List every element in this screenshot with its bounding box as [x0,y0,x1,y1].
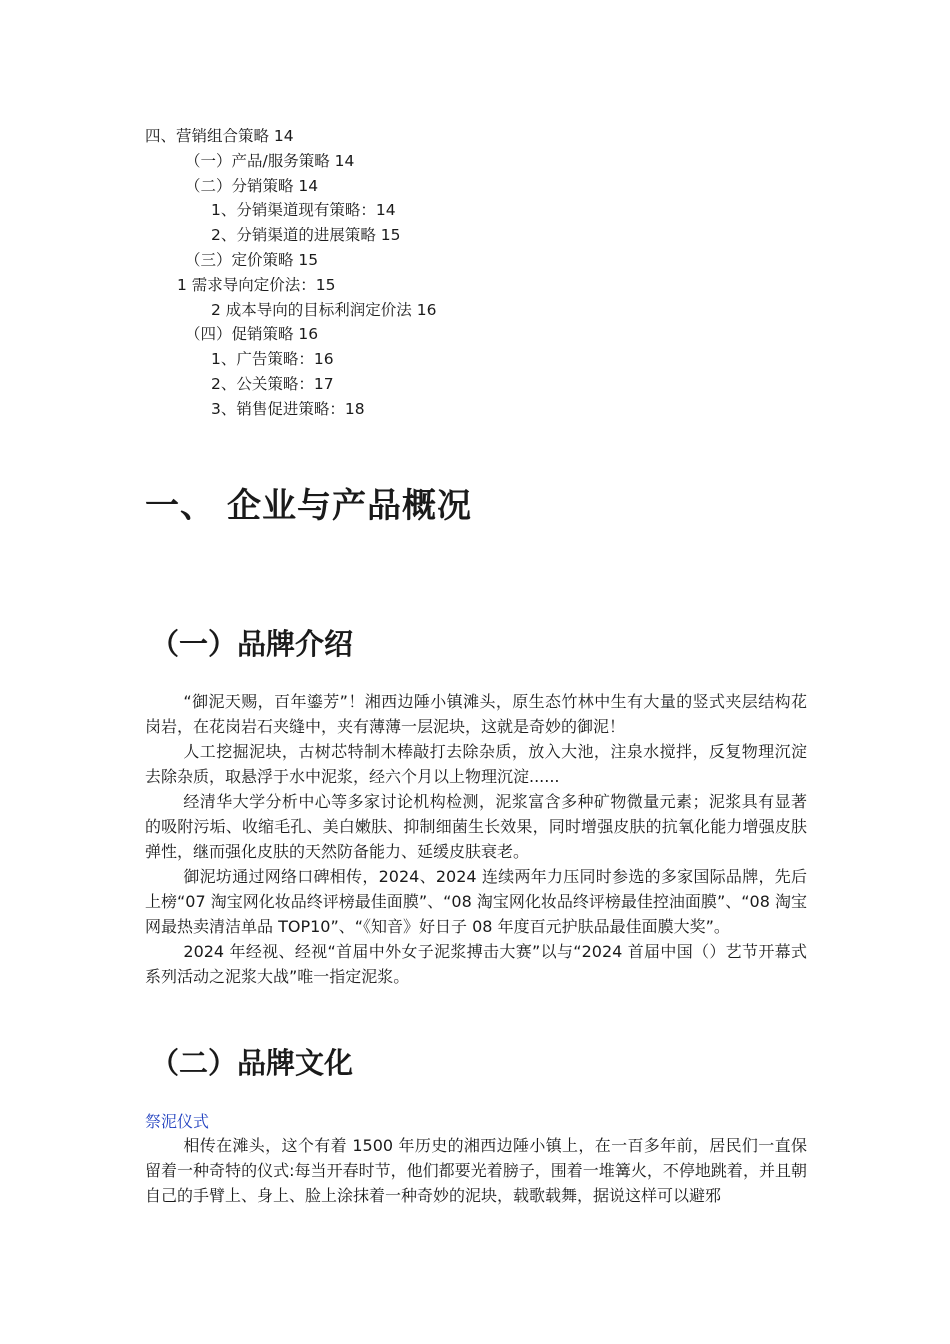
toc-entry[interactable]: 2、分销渠道的进展策略 15 [211,226,401,245]
paragraph: “御泥天赐，百年鎏芳”！湘西边陲小镇滩头，原生态竹林中生有大量的竖式夹层结构花岗岩，在花岗岩石夹缝中，夹有薄薄一层泥块，这就是奇妙的御泥！ [145,692,807,736]
paragraph: 相传在滩头，这个有着 1500 年历史的湘西边陲小镇上，在一百多年前，居民们一直保留着一种奇特的仪式:每当开春时节，他们都要光着膀子，围着一堆篝火，不停地跳着，并且朝自己的手臂上、身上、脸上涂抹着一种奇妙的泥块，载歌载舞，据说这样可以避邪 [145,1136,807,1205]
chapter-heading [145,478,472,527]
brand-intro-body [145,689,807,989]
toc-entry[interactable]: 四、营销组合策略 14 [145,127,294,145]
section-heading-brand-culture: （二）品牌文化 [150,1046,354,1080]
subheading-mud-ritual: 祭泥仪式 [145,1112,210,1131]
toc-entry[interactable]: 3、销售促进策略：18 [211,399,365,418]
chapter-title: 企业与产品概况 [227,486,472,526]
toc-entry[interactable]: （一）产品/服务策略 14 [185,151,355,170]
paragraph: 经清华大学分析中心等多家讨论机构检测，泥浆富含多种矿物微量元素；泥浆具有显著的吸附污垢、收缩毛孔、美白嫩肤、抑制细菌生长效果，同时增强皮肤的抗氧化能力增强皮肤弹性，继而强化皮肤的天然防备能力、延缓皮肤衰老。 [145,792,807,861]
paragraph: 御泥坊通过网络口碑相传，2024、2024 连续两年力压同时参选的多家国际品牌，先后上榜“07 淘宝网化妆品终评榜最佳面膜”、“08 淘宝网化妆品终评榜最佳控油面膜”、“08 淘宝网最热卖清洁单品 TOP10”、“《知音》好日子 08 年度百元护肤品最佳面膜大奖”。 [145,867,807,936]
toc-entry[interactable]: 1 需求导向定价法：15 [177,275,336,294]
brand-culture-body [145,1133,807,1208]
paragraph: 人工挖掘泥块，古树芯特制木棒敲打去除杂质，放入大池，注泉水搅拌，反复物理沉淀去除杂质，取悬浮于水中泥浆，经六个月以上物理沉淀...... [145,742,807,786]
toc-entry[interactable]: （二）分销策略 14 [185,176,319,195]
toc-entry[interactable]: （四）促销策略 16 [185,325,319,344]
toc-entry[interactable]: 2、公关策略：17 [211,375,334,393]
toc-entry[interactable]: 1、分销渠道现有策略：14 [211,201,396,220]
section-heading-brand-intro: （一）品牌介绍 [150,627,354,661]
paragraph: 2024 年经视、经视“首届中外女子泥浆搏击大赛”以与“2024 首届中国（）艺节开幕式系列活动之泥浆大战”唯一指定泥浆。 [145,942,807,986]
toc-entry[interactable]: 2 成本导向的目标利润定价法 16 [211,300,437,319]
chapter-number: 一、 [145,486,215,526]
toc-entry[interactable]: 1、广告策略：16 [211,350,334,369]
toc-entry[interactable]: （三）定价策略 15 [185,251,319,269]
